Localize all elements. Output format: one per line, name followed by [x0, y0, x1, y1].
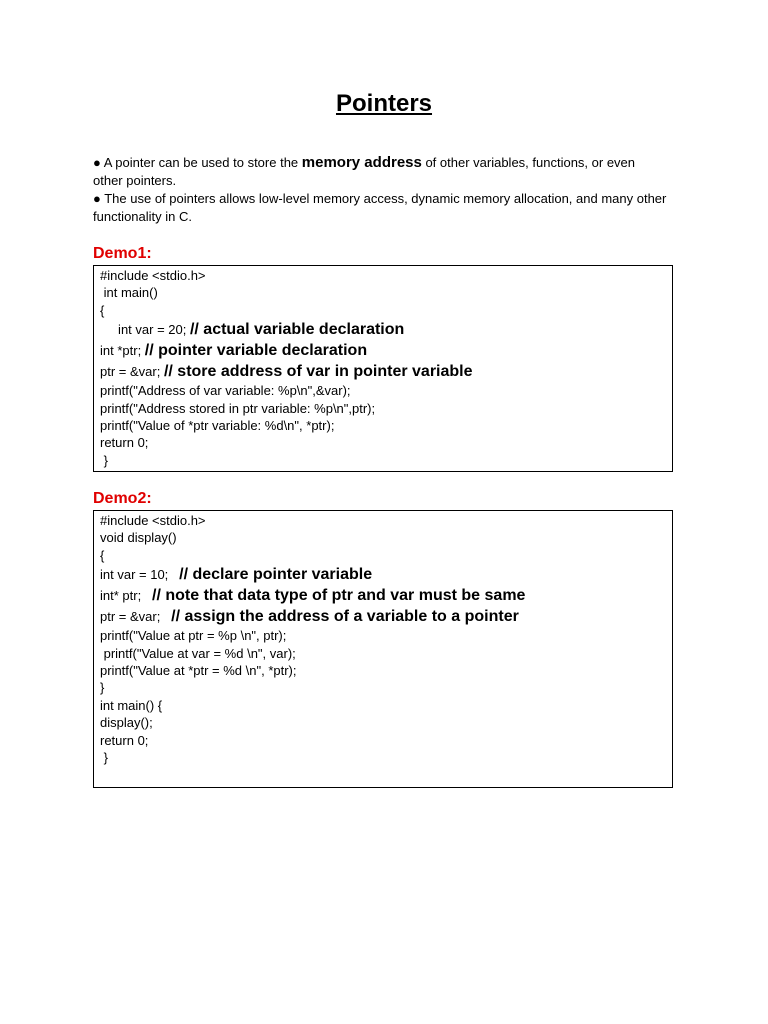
code-text: int main() — [100, 285, 158, 301]
code-text: ptr = &var; — [100, 609, 172, 625]
code-line — [100, 529, 672, 546]
demo1-heading: Demo1: — [93, 245, 152, 262]
code-line — [100, 697, 672, 714]
code-text: { — [100, 302, 105, 318]
code-line — [100, 662, 672, 679]
code-comment: // pointer variable declaration — [144, 342, 368, 360]
demo2-code-box — [93, 510, 673, 788]
code-line — [100, 417, 672, 434]
code-line — [100, 452, 672, 469]
code-line — [100, 382, 672, 399]
code-text: display(); — [100, 715, 153, 731]
code-text: int var = 20; — [100, 322, 190, 338]
code-line — [100, 340, 672, 361]
code-text: return 0; — [100, 732, 149, 748]
code-line — [100, 512, 672, 529]
demo1-code-box — [93, 265, 673, 472]
code-text: int var = 10; — [100, 567, 180, 583]
code-line — [100, 547, 672, 564]
code-text: { — [100, 547, 105, 563]
code-text: int *ptr; — [100, 343, 145, 359]
code-text: printf("Value at var = %d \n", var); — [100, 645, 296, 661]
page-title: Pointers — [335, 90, 433, 117]
code-text: ptr = &var; — [100, 364, 164, 380]
intro-bullet-1 — [93, 154, 668, 190]
code-text: } — [100, 680, 105, 696]
intro-bullet-1-post: of other variables, functions, or even other pointers. — [93, 155, 636, 188]
code-text: printf("Value of *ptr variable: %d\n", *ptr); — [100, 418, 335, 434]
code-line — [100, 627, 672, 644]
code-line — [100, 749, 672, 766]
code-text: return 0; — [100, 435, 149, 451]
code-line — [100, 585, 672, 606]
code-text: printf("Value at ptr = %p \n", ptr); — [100, 628, 287, 644]
intro-bullet-1-emphasis: memory address — [301, 154, 422, 171]
code-line — [100, 679, 672, 696]
code-text: int main() { — [100, 697, 163, 713]
intro-bullet-2: ● The use of pointers allows low-level memory access, dynamic memory allocation, and many other functionality in C. — [93, 191, 667, 224]
code-text: printf("Value at *ptr = %d \n", *ptr); — [100, 663, 297, 679]
code-text: int* ptr; — [100, 588, 153, 604]
code-text: } — [100, 750, 108, 766]
code-line — [100, 564, 672, 585]
demo2-heading: Demo2: — [93, 490, 152, 507]
code-line — [100, 361, 672, 382]
intro-text — [93, 154, 668, 226]
code-line — [100, 434, 672, 451]
code-comment: // actual variable declaration — [189, 321, 405, 339]
code-comment: // store address of var in pointer variable — [163, 363, 473, 381]
code-line — [100, 267, 672, 284]
code-text: #include <stdio.h> — [100, 513, 206, 528]
code-text: printf("Address stored in ptr variable: %p\n",ptr); — [100, 400, 376, 416]
code-line — [100, 284, 672, 301]
code-comment: // note that data type of ptr and var must be same — [152, 587, 526, 605]
code-line — [100, 732, 672, 749]
code-text: #include <stdio.h> — [100, 268, 206, 283]
intro-bullet-1-pre: ● A pointer can be used to store the — [93, 155, 302, 170]
code-line — [100, 319, 672, 340]
code-text: } — [100, 452, 108, 468]
code-text: void display() — [100, 530, 177, 546]
code-line — [100, 714, 672, 731]
code-comment: // assign the address of a variable to a pointer — [171, 608, 519, 626]
code-text: printf("Address of var variable: %p\n",&var); — [100, 383, 351, 399]
code-line — [100, 645, 672, 662]
code-line — [100, 606, 672, 627]
code-comment: // declare pointer variable — [179, 566, 373, 584]
code-line — [100, 302, 672, 319]
code-line — [100, 400, 672, 417]
